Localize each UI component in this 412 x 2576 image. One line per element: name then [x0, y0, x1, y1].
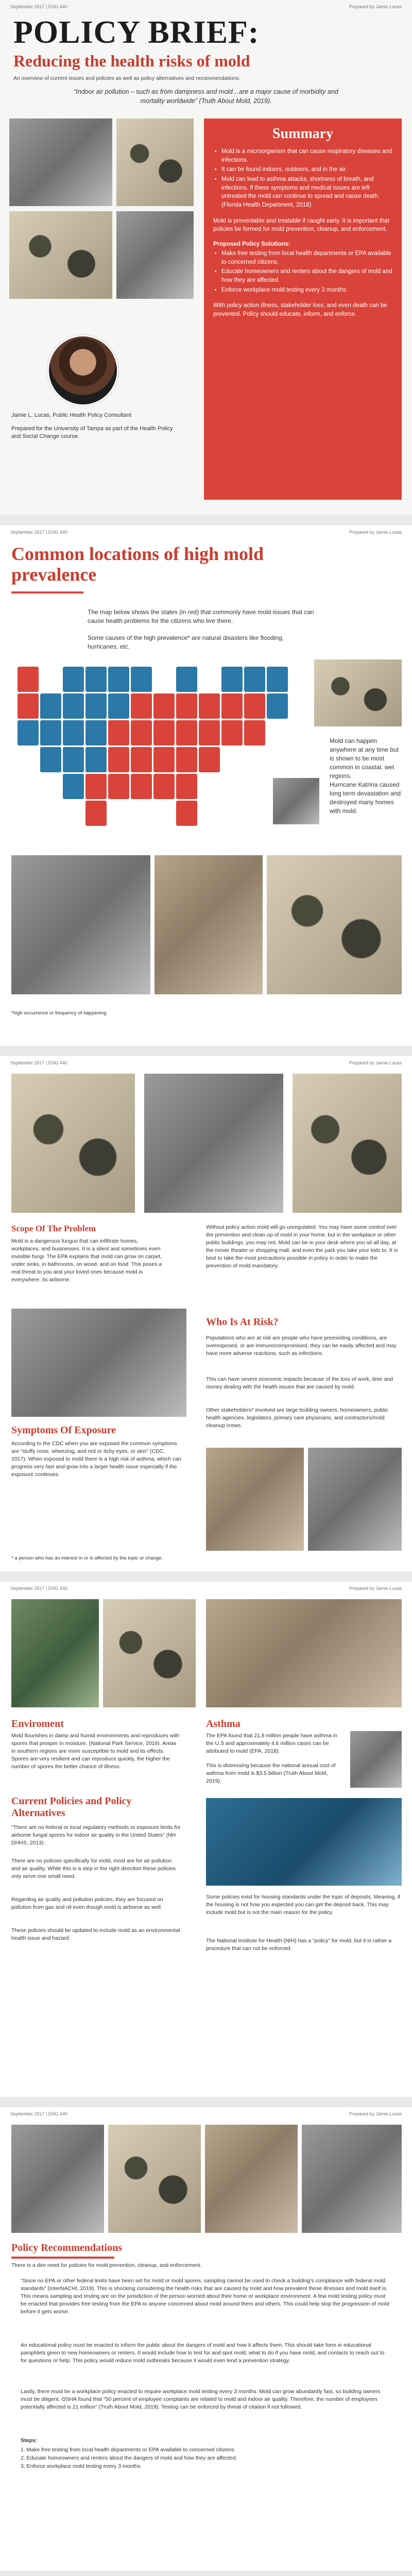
- map-state-fl: [176, 801, 197, 826]
- map-state-vt: [221, 667, 243, 692]
- symptoms-title: Symptoms Of Exposure: [11, 1425, 116, 1436]
- map-state-tn: [131, 747, 152, 772]
- us-mold-map: [11, 659, 305, 840]
- summary-box: [204, 118, 402, 500]
- policies-para-4: These policies should be updated to include mold as an environmental health issue and hazard.: [11, 1927, 180, 1941]
- environment-title: Enviroment: [11, 1718, 64, 1730]
- common-title: Common locations of high mold prevalence: [11, 544, 264, 585]
- summary-bullet: • Mold can lead to asthma attacks, shortness of breath, and infections. If these symptoms and medical issues are left untreated the mold can continue to spread and cause death. (Florida Health Department, 2018).: [221, 175, 392, 210]
- summary-bullet: • Mold is a microorganism that can cause respiratory diseases and infections.: [221, 147, 392, 164]
- map-state-la: [108, 774, 129, 799]
- step-item: 2. Educate homeowners and renters about the dangers of mold and how they are affected.: [21, 2455, 237, 2461]
- scope-text: Mold is a dangerous fungus that can infiltrate homes, workplaces, and businesses. It is a silent and sometimes even invisible fungi. The EPA explains that mold can grow on carpet, under sinks, in bathrooms, on wood, and on food. This poses a real threat to you and your loved ones because mold is everywhere, its airborne.: [11, 1238, 162, 1283]
- photo-damaged-room-2: [154, 855, 263, 994]
- map-state-ga: [176, 774, 197, 799]
- map-state-tx: [85, 801, 107, 826]
- map-state-ne: [85, 720, 107, 745]
- photo-factory: [206, 1798, 402, 1886]
- map-state-sc: [176, 747, 197, 772]
- photo-mold-bread: [293, 1074, 402, 1213]
- map-state-wa: [18, 667, 39, 692]
- asthma-title: Asthma: [206, 1718, 241, 1730]
- recs-para-3: Lastly, there must be a workplace policy enacted to require workplace mold testing every 3 months. Mold can grow abundantly fast, so building owners must be diligent. OSHA found that “50 percent of employee complaints are related to mold and indoor air quality. Therefore, the number of employees potentially affected is 21 million” (Truth About Mold, 2019). Testing can be enforced by threat of citation if not followed.: [21, 2388, 381, 2410]
- steps-heading: Steps:: [21, 2437, 38, 2444]
- photo-damaged-room-1: [11, 855, 150, 994]
- photo-mold-wall-2: [11, 1309, 186, 1417]
- photo-mold-room: [144, 1074, 283, 1213]
- author-label: Prepared by Jamie Lucas: [349, 530, 402, 535]
- date-label: September 2017 | ENG 440: [10, 1060, 67, 1065]
- intro-text: An overview of current issues and policies as well as policy alternatives and recommendations.: [13, 75, 241, 81]
- section-scope: [0, 1056, 412, 1571]
- author-label: Prepared by Jamie Lucas: [349, 1586, 402, 1591]
- solution-item: • Enforce workplace mold testing every 3 months.: [221, 286, 392, 295]
- map-state-nv: [40, 720, 61, 745]
- summary-bullet: • It can be found indoors, outdoors, and in the air.: [221, 165, 392, 174]
- map-side-note-2: Hurricane Katrina caused long term devastation and destroyed many homes with mold.: [330, 781, 401, 815]
- photo-mold-wall: [116, 118, 194, 206]
- solution-item: • Make free testing from local health departments or EPA available to concerned citizens.: [221, 249, 392, 266]
- date-label: September 2017 | ENG 440: [10, 530, 67, 535]
- map-state-ms: [131, 774, 152, 799]
- policies-right-1: Some policies exist for housing standards under the topic of deposits. Meaning, if the housing is not how you expected you can get the deposit back. This may include mold but is not the main reason for the policy.: [206, 1894, 401, 1916]
- recs-para-1: “Since no EPA or other federal limits have been set for mold or mold spores, sampling cannot be used to check a building’s compliance with federal mold standards” (InterNACHI, 2019). This is shocking considering the health risks that are caused by mold and how prevalent these illnesses and mold itself is. This means sampling and testing are on the jurisdiction of the person worried about their home or workplace environment. A few mold testing policy must be enacted that provides free testing from the EPA to anyone concerned about mold around them and others. This could help stop the progression of mold before it gets worse.: [21, 2278, 389, 2315]
- photo-sneezing: [308, 1448, 402, 1551]
- risk-para-2: This can have severe economic impacts because of the loss of work, time and money dealing with the health issues that are caused by mold.: [206, 1376, 393, 1390]
- map-note: Some causes of the high prevalence* are natural disasters like flooding, hurricanes, etc.: [88, 634, 284, 651]
- photo-mold-house-4: [302, 2125, 402, 2233]
- policies-title: Current Policies and Policy Alternatives: [11, 1795, 132, 1819]
- map-state-ok: [85, 774, 107, 799]
- map-state-nj: [221, 720, 243, 745]
- risk-para-3: Other stakeholders* involved are large building owners, homeowners, public health agencies, legislators, primary care physicians, and contractors/mold cleanup crews.: [206, 1407, 388, 1429]
- map-state-ut: [63, 720, 84, 745]
- photo-mold-sink: [11, 1074, 135, 1213]
- photo-mold-patch: [314, 659, 402, 726]
- map-state-id: [40, 693, 61, 719]
- author-label: Prepared by Jamie Lucas: [349, 4, 402, 9]
- photo-mold-spores-1: [11, 1599, 99, 1707]
- map-state-mo: [108, 720, 129, 745]
- divider: [11, 2257, 114, 2259]
- divider: [11, 591, 83, 594]
- stakeholder-footnote: * a person who has an interest in or is affected by the topic or change.: [11, 1555, 163, 1561]
- map-state-nd: [85, 667, 107, 692]
- photo-mold-house-2: [108, 2125, 201, 2233]
- map-state-ky: [131, 720, 152, 745]
- map-state-mn: [108, 667, 129, 692]
- risk-title: Who Is At Risk?: [206, 1316, 279, 1328]
- step-item: 1. Make free testing from local health departments or EPA available to concerned citizens.: [21, 2447, 236, 2453]
- photo-mold-spores-2: [103, 1599, 196, 1707]
- policies-para-2: There are no policies specifically for mold, most are for air pollution and air quality. While this is a step in the right direction these policies only serve one small need.: [11, 1858, 176, 1879]
- symptoms-text: According to the CDC when you are exposed the common symptoms are “stuffy nose, wheezing, and red or itchy eyes, or skin” (CDC, 2017). When exposed to mold there is a high risk of asthma, which can progress very fast and grow into a larger health issue especially if the exposure continues.: [11, 1440, 181, 1478]
- date-label: September 2017 | ENG 440: [10, 4, 67, 9]
- author-label: Prepared by Jamie Lucas: [349, 2111, 402, 2116]
- solutions-list: [213, 249, 392, 294]
- map-state-ri: [267, 693, 288, 719]
- photo-mold-corner: [9, 211, 112, 299]
- footnote: *high occurrence or frequency of happening.: [11, 1010, 108, 1016]
- summary-para-2: With policy action illness, stakeholder loss, and even death can be prevented. Policy should educate, inform, and enforce.: [213, 302, 387, 318]
- map-intro: The map below shows the states (in red) that commonly have mold issues that can cause health problems for the citizens who live there.: [88, 608, 314, 625]
- photo-hurricane: [273, 778, 319, 824]
- photo-damaged-room-3: [267, 855, 402, 994]
- map-state-me: [267, 667, 288, 692]
- section-common-locations: [0, 526, 412, 1046]
- map-state-wy: [63, 693, 84, 719]
- map-state-va: [176, 720, 197, 745]
- date-label: September 2017 | ENG 440: [10, 1586, 67, 1591]
- photo-tissue: [206, 1448, 304, 1551]
- summary-heading: Summary: [272, 126, 334, 142]
- map-state-wv: [153, 720, 175, 745]
- recs-title: Policy Recommendations: [11, 2242, 122, 2253]
- policies-para-1: “There are no federal or local regulatory methods or exposure limits for airborne fungal spores for indoor air quality in the United States” (NH DHHS, 2013).: [11, 1824, 181, 1846]
- solutions-heading: Proposed Policy Solutions:: [213, 241, 290, 248]
- map-state-ct: [244, 720, 265, 745]
- section-environment: [0, 1582, 412, 2097]
- quote-block: “Indoor air pollution – such as from dampness and mold…are a major cause of morbidity and mortality worldwide” (Truth About Mold, 2019).: [74, 88, 338, 105]
- map-state-az: [40, 747, 61, 772]
- map-state-nh: [244, 667, 265, 692]
- photo-mold-house-1: [11, 2125, 104, 2233]
- photo-asthma-sign: [206, 1599, 402, 1707]
- map-state-mi: [176, 667, 197, 692]
- summary-list: [213, 147, 392, 210]
- map-state-mt: [63, 667, 84, 692]
- map-state-sd: [85, 693, 107, 719]
- solution-item: • Educate homeowners and renters about the dangers of mold and how they are affected.: [221, 267, 392, 284]
- map-state-ny: [221, 693, 243, 719]
- map-state-ca: [18, 720, 39, 745]
- recs-intro: There is a dire need for policies for mold prevention, cleanup, and enforcement.: [11, 2262, 202, 2268]
- policies-para-3: Regarding air quality and pollution policies, they are focused on pollution from gas and oil even though mold is airborne as well.: [11, 1896, 163, 1910]
- photo-mold-ceiling: [116, 211, 194, 299]
- asthma-para-2: This is distressing because the national annual cost of asthma from mold is $3.5 billion (Truth About Mold, 2019).: [206, 1762, 336, 1784]
- map-state-nm: [63, 774, 84, 799]
- map-state-or: [18, 693, 39, 719]
- map-state-ma: [244, 693, 265, 719]
- page-title: POLICY BRIEF:: [13, 15, 260, 50]
- map-state-ar: [108, 747, 129, 772]
- photo-moldy-room: [9, 118, 112, 206]
- map-state-co: [63, 747, 84, 772]
- map-state-md: [199, 720, 220, 745]
- photo-inhaler: [350, 1731, 402, 1788]
- recs-para-2: An educational policy must be enacted to inform the public about the dangers of mold and how it affects them. This should take form in educational pamphlets given to new homeowners or renters. It would include how to test for and spot mold, what to do if you have mold, and contacts to reach out to for questions or help. This policy would reduce mold outbreaks because it would even lend a prevention strategy.: [21, 2342, 385, 2364]
- risk-para-1: Populations who are at risk are people who have preexisting conditions, are overexposed, or are immunocompromised, they can be easily affected and may have more adverse reactions, such as infections.: [206, 1335, 397, 1357]
- scope-right-text: Without policy action mold will go unregulated. You may have some control over the prevention and clean up of mold in your home, but in the workplace or other public buildings, you may not. Mold can be in your desk where you sit all day, at the movie theater or shopping mall, and even the park you take your kids to. It is best to take the most precautions possible in policy in order to make the prevention of mold mandatory.: [206, 1224, 398, 1269]
- avatar: [47, 335, 118, 406]
- asthma-para-1: The EPA found that 21.8 million people have asthma in the U.S and approximately 4.6 million cases can be attributed to mold (EPA, 2018).: [206, 1733, 337, 1754]
- map-state-il: [131, 693, 152, 719]
- photo-mold-house-3: [205, 2125, 298, 2233]
- step-item: 3. Enforce workplace mold testing every 3 months.: [21, 2463, 142, 2469]
- map-state-nc: [153, 747, 175, 772]
- map-state-ks: [85, 747, 107, 772]
- map-state-ia: [108, 693, 129, 719]
- map-state-de: [199, 747, 220, 772]
- map-state-wi: [131, 667, 152, 692]
- environment-text: Mold flourishes in damp and humid environments and reproduces with spores that prosper in moisture. (National Park Service, 2016). Areas in southern regions are more susceptible to mold and its effects. Spores are very resilient and can reproduce quickly, the higher the number of spores the better chance of illness.: [11, 1733, 180, 1770]
- preparer-name: Jamie L. Lucas, Public Health Policy Consultant: [11, 412, 131, 418]
- section-recommendations: [0, 2107, 412, 2571]
- scope-title: Scope Of The Problem: [11, 1224, 96, 1233]
- summary-para-1: Mold is preventable and treatable if caught early. It is important that policies be formed for mold prevention, cleanup, and enforcement.: [213, 217, 389, 233]
- map-state-al: [153, 774, 175, 799]
- map-state-in: [153, 693, 175, 719]
- map-state-oh: [176, 693, 197, 719]
- policies-right-2: The National Institute for Health (NIH) has a “policy” for mold, but it is rather a procedure that can not be enforced.: [206, 1938, 392, 1952]
- author-label: Prepared by Jamie Lucas: [349, 1060, 402, 1065]
- map-side-note-1: Mold can happen anywhere at any time but is shown to be most common in coastal, wet regions.: [330, 737, 399, 780]
- date-label: September 2017 | ENG 440: [10, 2111, 67, 2116]
- page-subtitle: Reducing the health risks of mold: [13, 52, 250, 70]
- map-state-pa: [199, 693, 220, 719]
- section-header: [0, 0, 412, 515]
- preparer-for: Prepared for the University of Tampa as part of the Health Policy and Social Change course.: [11, 426, 173, 439]
